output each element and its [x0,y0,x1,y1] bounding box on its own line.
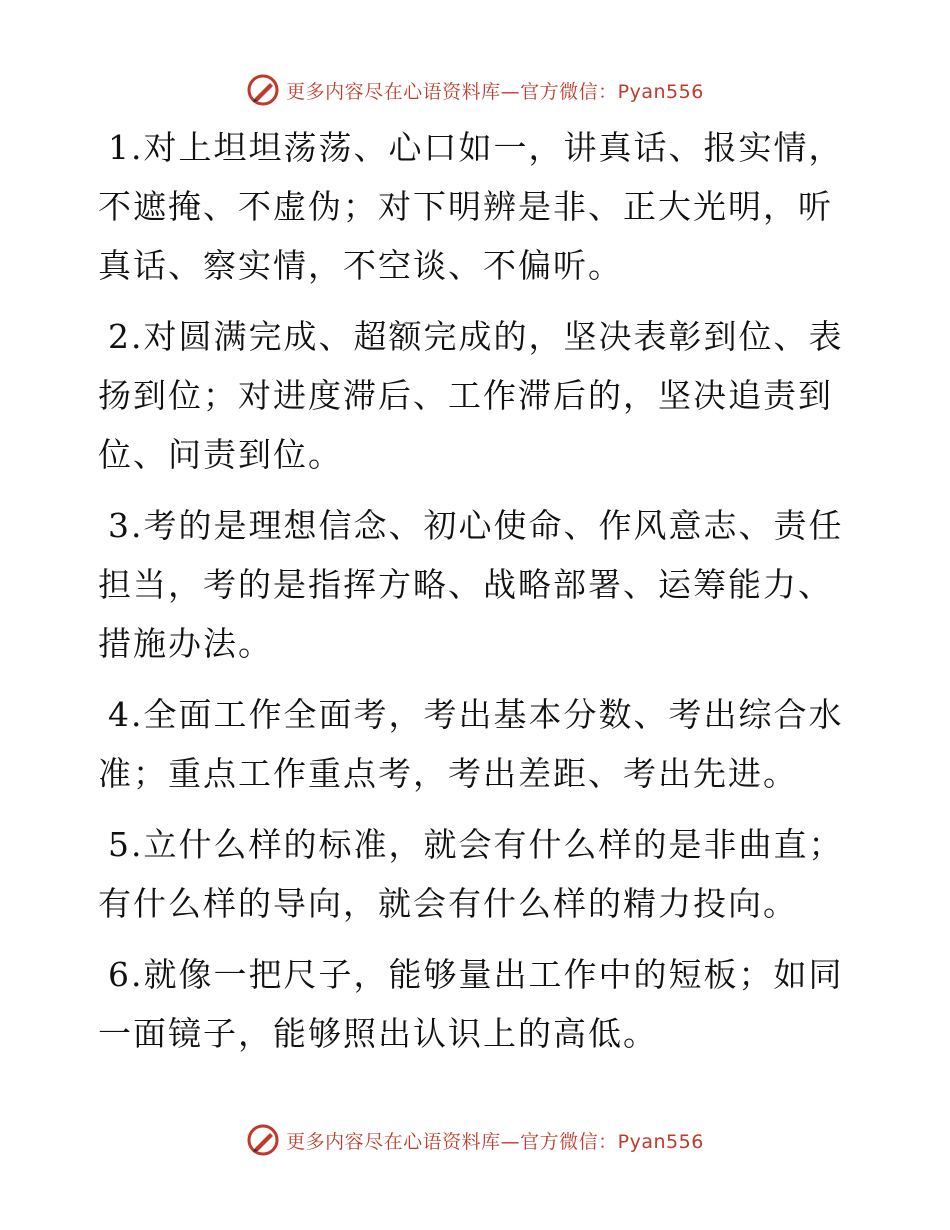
paragraph-text: 考的是理想信念、初心使命、作风意志、责任担当，考的是指挥方略、战略部署、运筹能力、措施办法。 [98,506,844,663]
footer-watermark-banner [0,1120,950,1160]
footer-watermark-text: 更多内容尽在心语资料库—官方微信：Pyan556 [286,1130,704,1153]
paragraph-number: 2. [108,317,144,356]
paragraph-2 [98,307,858,484]
paragraph-3 [98,496,858,673]
paragraph-text: 全面工作全面考，考出基本分数、考出综合水准；重点工作重点考，考出差距、考出先进。 [98,695,844,793]
paragraph-1 [98,118,858,295]
paragraph-text: 对圆满完成、超额完成的，坚决表彰到位、表扬到位；对进度滞后、工作滞后的，坚决追责到位、问责到位。 [98,317,844,474]
paragraph-text: 对上坦坦荡荡、心口如一，讲真话、报实情，不遮掩、不虚伪；对下明辨是非、正大光明，听真话、察实情，不空谈、不偏听。 [98,128,844,285]
paragraph-number: 1. [108,128,144,167]
paragraph-5 [98,815,858,933]
paragraph-text: 立什么样的标准，就会有什么样的是非曲直；有什么样的导向，就会有什么样的精力投向。 [98,825,844,923]
paragraph-number: 6. [108,955,144,994]
paragraph-number: 5. [108,825,144,864]
document-body [98,118,858,1075]
pen-logo-icon [246,1123,280,1157]
paragraph-4 [98,685,858,803]
pen-logo-icon [246,73,280,107]
paragraph-number: 3. [108,506,144,545]
header-watermark-banner [0,70,950,110]
paragraph-6 [98,945,858,1063]
header-watermark-text: 更多内容尽在心语资料库—官方微信：Pyan556 [286,80,704,103]
paragraph-text: 就像一把尺子，能够量出工作中的短板；如同一面镜子，能够照出认识上的高低。 [98,955,844,1053]
paragraph-number: 4. [108,695,144,734]
